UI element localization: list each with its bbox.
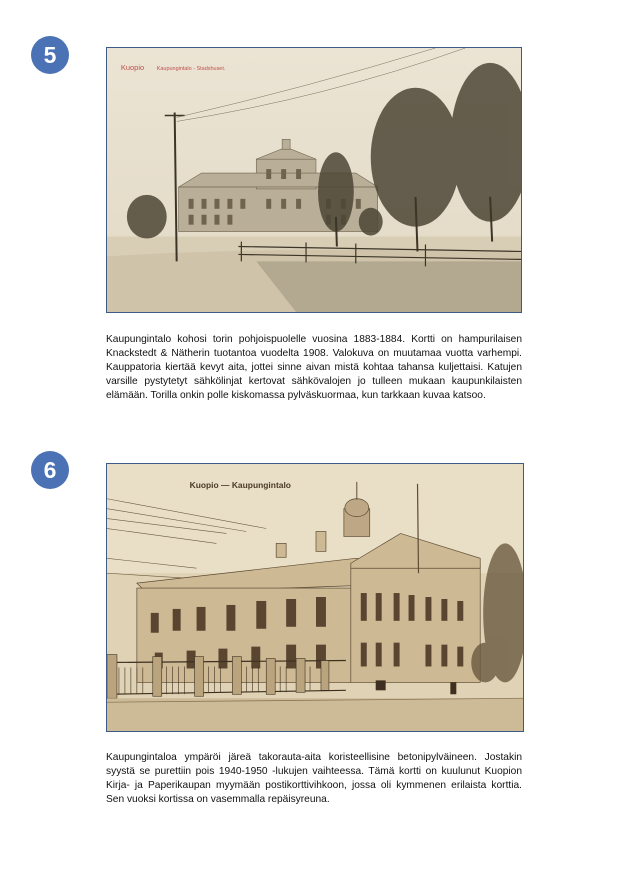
postcard-image-1 bbox=[106, 47, 522, 313]
section-number: 5 bbox=[43, 41, 57, 68]
postcard-1-subtitle: Kaupungintalo - Stadshuset. bbox=[156, 65, 226, 72]
postcard-image-2 bbox=[106, 463, 524, 732]
caption-section-5: Kaupungintalo kohosi torin pohjoispuolelle vuosina 1883-1884. Kortti on hampurilaisen Knackstedt & Nätherin tuotantoa vuodelta 1908. Valokuva on muutamaa vuotta varhempi. Kauppatoria kiertää kevyt aita, jottei sinne aivan mistä kohtaa tahansa kuljettaisi. Katujen varsille pystytetyt sähkölinjat kertovat sähkövalojen jo tulleen mukaan kaupunkilaisten elämään. Torilla onkin polle kiskomassa pylväskuormaa, kun tarkkaan kuvaa katsoo. bbox=[106, 334, 522, 401]
postcard-2-illustration bbox=[107, 464, 523, 731]
section-number: 6 bbox=[43, 456, 57, 483]
section-number-badge bbox=[31, 36, 69, 74]
caption-section-6: Kaupungintaloa ympäröi järeä takorauta-aita koristeellisine betonipylväineen. Jostakin syystä se purettiin pois 1940-1950 -lukujen vaihteessa. Tämä kortti on kuulunut Kuopion Kirja- ja Paperikaupan myymään postikorttivihkoon, jossa oli kymmenen erilaista korttia. Sen vuoksi kortissa on vasemmalla repäisyreuna. bbox=[106, 752, 522, 805]
postcard-2-title: Kuopio — Kaupungintalo bbox=[189, 479, 291, 490]
section-number-badge bbox=[31, 451, 69, 489]
postcard-1-illustration bbox=[107, 48, 521, 312]
postcard-1-title: Kuopio bbox=[120, 62, 145, 72]
